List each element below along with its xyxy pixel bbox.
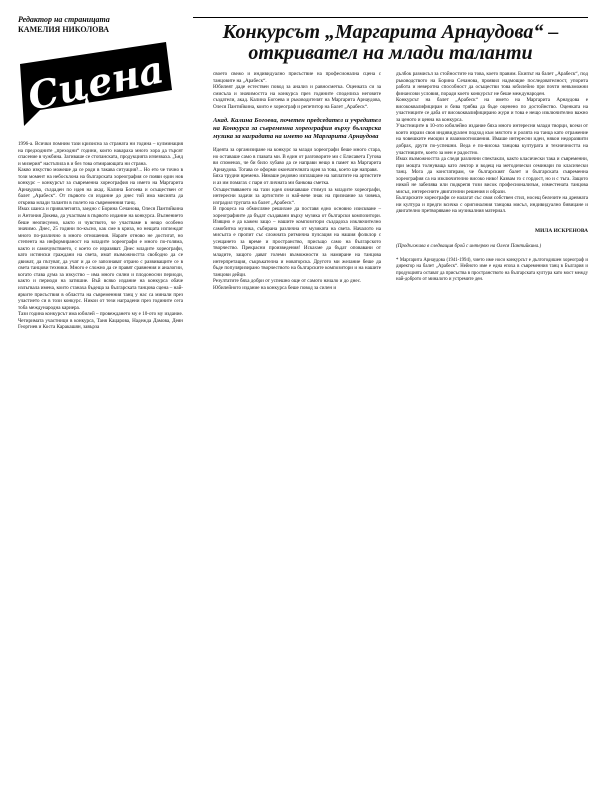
paragraph: Участниците в 10-ото юбилейно издание бяха много интересни млади творци, всеки от които изрази своя индивидуален подход към мястото и ролята на танца като отражение на човешките емоции и взаимоотношения. Имаше интересни идеи, някои недоразвити добрах, други по-успешни. Веда е по-висока танцова културата и техничността на участниците, което за мен е радостно.	[396, 123, 588, 156]
paragraph: Тази година конкурсът има юбилей – провеждането му е 10-ото му издание. Четиримата участници в конкурса, Таня Кацарова, Надежда Дамова, Деян Георгиев и Коста Каракашян, завърза	[18, 311, 183, 331]
paragraph: Осъществяването на тази идея означаваше стимул за младите хореографи, интересни задачи за артистите и най-вече знак на признание за човека, изградил трупата на балет „Арабеск“.	[213, 186, 381, 206]
editor-label: Редактор на страницата	[18, 15, 110, 24]
editor-credit	[18, 15, 198, 35]
interview-subheading: Акад. Калина Богоева, почетен председател и учредител на Конкурса за съвременна хореография върху българска музика за наградата на името на Маргарита Арнаудова	[213, 117, 381, 141]
section-logo-text: Сцена	[23, 46, 168, 119]
paragraph: Конкурсът на балет „Арабеск“ на името на Маргарита Арнаудова е висококвалифициран и бива трябва да бъде оценено по достойнство. Оценката на участниците се даба от висококвалифицирано жури и това е нещо изключително важно за ценото и ценна на конкурса.	[396, 97, 588, 123]
header-rule	[193, 17, 588, 18]
column-2	[213, 71, 381, 291]
author-signature: МИЛА ИСКРЕНОВА	[535, 228, 588, 235]
paragraph: В процеса на обмисляне решихме да поставя едно основно изискване – хореографиите да бъдат създавани върху музика от български композитори. Изящно е да кажем защо – нашите композитори създадоха изключително самобитна музика, събирана различна от музиката на света. Началото на мисълта е пропит със сложната ритмична пулсация на нашия фолклор с усещането за време и пространство, присъщо само на българското творчество. Прекрасни произведения! Искахме да бъдат оповавани от младите, защото дават големи възможности за намиране на танцова интерпретация, съкръкателна и новаторска. Другото ми желание беше да бъде популяризирано творчеството на българските композитори и на нашите танцови дейци.	[213, 206, 381, 278]
editor-name: КАМЕЛИЯ НИКОЛОВА	[18, 25, 109, 34]
paragraph: дълбок размисъл за стойностите на това, което правим. Екипът на балет „Арабеск“, под ръководството на Борина Сечанова, проявил надмощие последователност, упорита работа и неверотна способност да осъществи това юбилейно при почти невъзможни финансови условия, поради което конкурсът не беше международен.	[396, 71, 588, 97]
paragraph: Идеята за организиране на конкурс за млади хореографи беше много стара, но оставаше само в главата ми. В един от разговорите ми с Елисавета Гугова ви споменах, че би било хубаво да се направи нещо в памет на Маргарита Арнаудова. Тогава се оформи окончателната идея за това, което ще направя.	[213, 147, 381, 173]
paragraph: Бяха трудни времена. Нямаше редовно изплащане на заплатите на артистите и аз им помагах с пари от личната ми банкова сметка.	[213, 173, 381, 187]
paragraph: своето свежо и индивидуално присъствие на професионална сцена с танцовите на „Арабеск“.	[213, 71, 381, 84]
paragraph: Юбилейното издание на конкурса беше повод за силен и	[213, 284, 337, 291]
paragraph: Резултатите бяха добри от успешно още от самото начало и до днес.	[213, 278, 362, 285]
column-1	[18, 141, 183, 331]
paragraph: 1996-а. Всички помним тази кризисна за страната ни година – кулминация на предходните „преходни“ години, които накараха много хора да търсят спасение в чужбина. Загиваше се стопанската, продукцията изчезваха. „Ънд и мизерия“ настъпила в и без това отмирающата ни страна.	[18, 141, 183, 167]
paragraph: Какво изкуство можеше да се роди в такава ситуация?... Но ето че точно в този момент на небосклона на българската хореография се появи един нов конкурс – конкурсът за съвременна хореография на името на Маргарита Арнаудова, създаден по идея на акад. Калина Богоева и осъществен от балет „Арабеск“. От първото си издание до днес той има мисията да открива млади таланти в полето на съвременния танц.	[18, 167, 183, 206]
paragraph: Юбилеят даде естествен повод за анализ и равносметка. Оценката си за смисъла и значимостта на конкурса през годините споделиха неговите създатели, акад. Калина Богоева и ръководителят на Маргарита Арнаудова, Олеся Пантийкина, които е хореограф и репетитор на Балет „Арабеск“.	[213, 84, 381, 110]
paragraph: Имах шанса и привилегията, заедно с Борина Сечанова, Олеся Пантийкина и Антония Докева, да участвам в първото издание на конкурса. Вълнението беше неописуемо, както и чувството, че участваме в нещо особено значимо. Днес, 25 години по-късно, как сме в криза, но нещата изглеждат много по-различно в много отношения. Нарате отново не достигат, но степента на информираност на младите хореографи е много по-голяма, както и самочувствието, с което се изразяват. Днес младите хореографи, като истински граждани на света, имат възможността свободно да се движат, да пътуват, да учат и да се запознават отрано с развиващите се в света танцови техники. Много е сложно да се правят сравнения и аналогии, когато става дума за изкуство – има много силни и плодоносни периоди, както и периоди на затишие. Въй всяко издание на конкурса обаче излъгвала имена, които станаха бъдеща за българската танцова сцена – най-ярките присъствия в областта на съвременния танц у нас са минали през участието си в този конкурс. Никои от тези наградени през годините сега тоба международна кариера.	[18, 206, 184, 311]
column-3	[396, 71, 588, 283]
paragraph: Българските хореографи се налагат със своя собствен стил, носещ белезите на древната ни култура и предги всичко с оригиналния танцова мисъл, индивидуално бивицане и двигателно претворяване на музикалния материал.	[396, 195, 588, 215]
footnote: * Маргарита Арнаудова (1941-1994), чието име носи конкурсът е дългогодишен хореограф и директор на балет „Арабеск“. Нейното име е една епоха в съвременния танц в България и продукцията остават да присъства в пространството на българската култура като мост между най-доброто от миналото и устремите ден.	[396, 258, 588, 283]
continued-note: (Продължава в следващия брой с интервю на Олеся Пантийкина.)	[396, 242, 542, 249]
article-title: Конкурсът „Маргарита Арнаудова“ – откривател на млади таланти	[222, 21, 559, 64]
paragraph: Имах възможността да следя различни спектакли, както класически така и съвременни, при мощта толнуваща като лектор и водещ на методически семинари по класически танц. Мога да констатирам, че българският балет и българската съвременна хореография са на изключително високо ниво! Казвам го с гордост, но и с тъга. Защото никой не забелява или подкрепя този висок професионализъм, изместената танцова мисъл, интересните двигателни решения и образи.	[396, 156, 588, 195]
section-logo	[16, 38, 176, 128]
